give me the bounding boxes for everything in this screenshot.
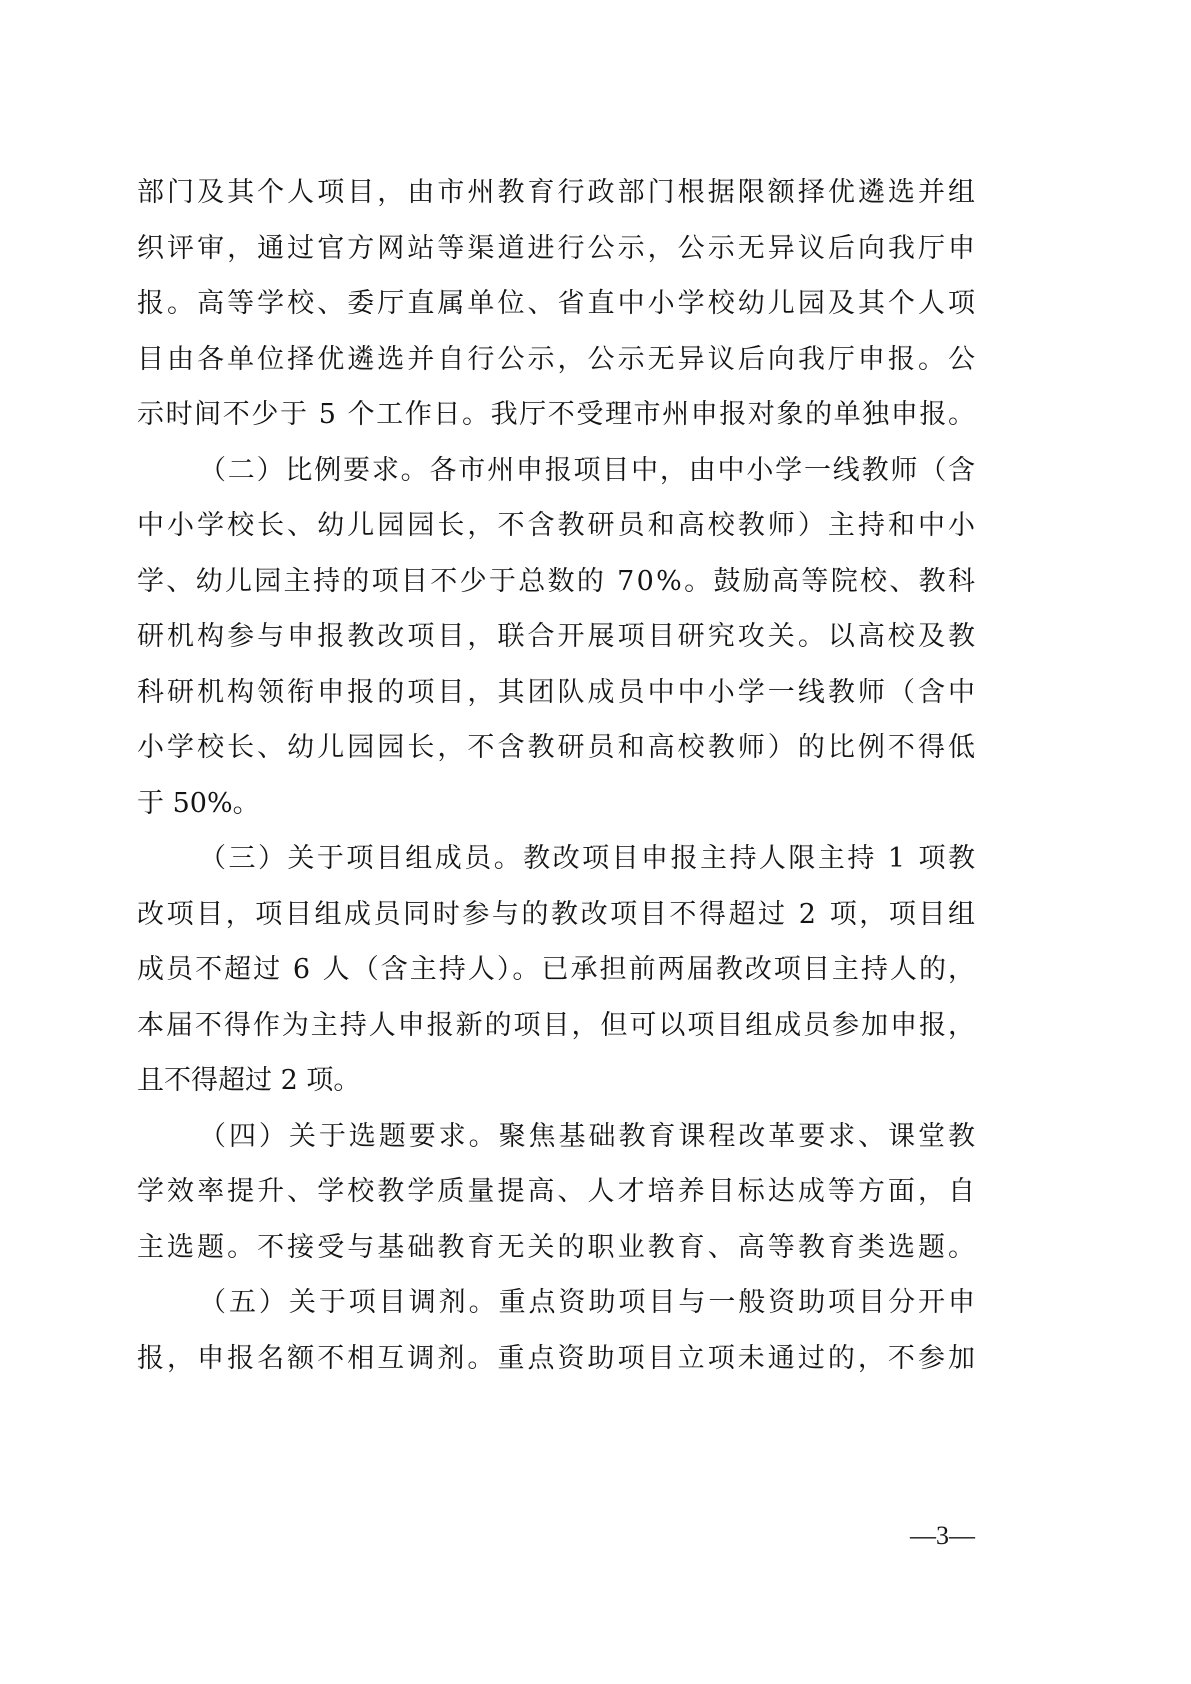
- paragraph-topic-requirements: [137, 1109, 979, 1276]
- body-line: （四）关于选题要求。聚焦基础教育课程改革要求、课堂教: [199, 1120, 978, 1152]
- body-line: 示时间不少于 5 个工作日。我厅不受理市州申报对象的单独申报。: [137, 399, 977, 430]
- body-line: 报，申报名额不相互调剂。重点资助项目立项未通过的，不参加: [137, 1342, 979, 1374]
- body-line: （五）关于项目调剂。重点资助项目与一般资助项目分开申: [199, 1287, 978, 1318]
- paragraph-ratio-requirements: [137, 443, 979, 832]
- paragraph-continued: [137, 165, 979, 443]
- body-line: 部门及其个人项目，由市州教育行政部门根据限额择优遴选并组: [137, 177, 979, 208]
- body-line: 成员不超过 6 人（含主持人）。已承担前两届教改项目主持人的，: [137, 954, 978, 985]
- body-line: 且不得超过 2 项。: [137, 1065, 361, 1096]
- body-line: 学、幼儿园主持的项目不少于总数的 70%。鼓励高等院校、教科: [137, 565, 978, 597]
- body-line: 改项目，项目组成员同时参与的教改项目不得超过 2 项，项目组: [137, 898, 978, 930]
- paragraph-project-adjustment: [137, 1275, 979, 1386]
- body-line: （三）关于项目组成员。教改项目申报主持人限主持 1 项教: [199, 843, 978, 874]
- body-line: （二）比例要求。各市州申报项目中，由中小学一线教师（含: [199, 454, 977, 486]
- body-line: 小学校长、幼儿园园长，不含教研员和高校教师）的比例不得低: [137, 732, 979, 763]
- body-line: 于 50%。: [137, 787, 260, 819]
- body-text: [137, 165, 979, 1386]
- body-line: 学效率提升、学校教学质量提高、人才培养目标达成等方面，自: [137, 1176, 979, 1207]
- body-line: 织评审，通过官方网站等渠道进行公示，公示无异议后向我厅申: [137, 232, 979, 264]
- body-line: 科研机构领衔申报的项目，其团队成员中中小学一线教师（含中: [137, 676, 979, 708]
- body-line: 中小学校长、幼儿园园长，不含教研员和高校教师）主持和中小: [137, 510, 979, 541]
- body-line: 本届不得作为主持人申报新的项目，但可以项目组成员参加申报，: [137, 1009, 977, 1041]
- body-line: 研机构参与申报教改项目，联合开展项目研究攻关。以高校及教: [137, 621, 979, 652]
- body-line: 主选题。不接受与基础教育无关的职业教育、高等教育类选题。: [137, 1231, 979, 1263]
- paragraph-team-members: [137, 831, 978, 1109]
- body-line: 报。高等学校、委厅直属单位、省直中小学校幼儿园及其个人项: [137, 288, 979, 319]
- body-line: 目由各单位择优遴选并自行公示，公示无异议后向我厅申报。公: [137, 343, 979, 375]
- page-number: —3—: [910, 1521, 975, 1550]
